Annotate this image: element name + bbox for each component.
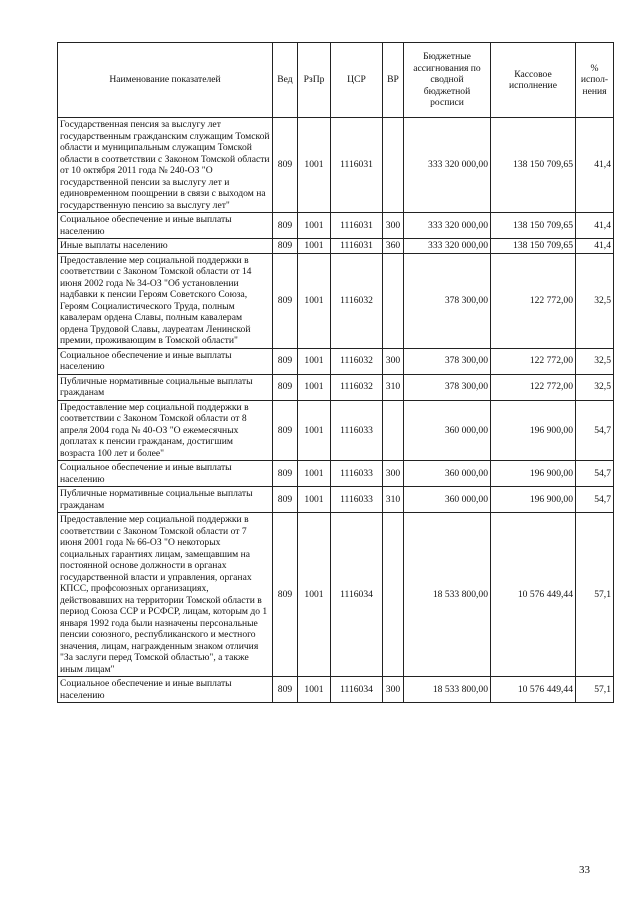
table-header-row: [58, 43, 614, 118]
cell-vr: 310: [383, 487, 404, 513]
table-row: [58, 239, 614, 254]
cell-pct: 54,7: [576, 461, 614, 487]
table-row: [58, 213, 614, 239]
cell-name: Государственная пенсия за выслугу лет государственным гражданским служащим Томской области и муниципальным служащим Томской области в соответствии с Законом Томской области от 10 октября 2011 года № 240-ОЗ "О государственной пенсии за выслугу лет и единовременном поощрении в связи с выходом на государственную пенсию за выслугу лет": [58, 118, 273, 213]
cell-csr: 1116034: [331, 677, 383, 703]
cell-vr: 300: [383, 677, 404, 703]
header-pct: % испол-нения: [576, 43, 614, 118]
cell-rzpr: 1001: [298, 487, 331, 513]
cell-rzpr: 1001: [298, 118, 331, 213]
cell-csr: 1116032: [331, 374, 383, 400]
cell-name: Публичные нормативные социальные выплаты гражданам: [58, 487, 273, 513]
header-csr: ЦСР: [331, 43, 383, 118]
cell-csr: 1116032: [331, 348, 383, 374]
cell-ved: 809: [273, 118, 298, 213]
cell-ved: 809: [273, 348, 298, 374]
cell-rzpr: 1001: [298, 513, 331, 677]
cell-fact: 196 900,00: [491, 461, 576, 487]
budget-table: [57, 42, 614, 703]
cell-plan: 333 320 000,00: [404, 213, 491, 239]
cell-csr: 1116031: [331, 239, 383, 254]
header-ved: Вед: [273, 43, 298, 118]
cell-rzpr: 1001: [298, 213, 331, 239]
table-row: [58, 400, 614, 461]
cell-name: Предоставление мер социальной поддержки в соответствии с Законом Томской области от 7 июня 2001 года № 66-ОЗ "О некоторых социальных гарантиях лицам, замещавшим на постоянной основе должности в органах государственной власти и управления, органах КПСС, профсоюзных организациях, действовавших на территории Томской области в период Союза ССР и РСФСР, лицам, которым до 1 января 1992 года были назначены персональные пенсии союзного, республиканского и местного значения, лицам, награжденным знаком отличия "За заслуги перед Томской областью", а также иным лицам": [58, 513, 273, 677]
cell-fact: 122 772,00: [491, 348, 576, 374]
cell-vr: [383, 118, 404, 213]
cell-rzpr: 1001: [298, 253, 331, 348]
table-row: [58, 677, 614, 703]
cell-ved: 809: [273, 513, 298, 677]
cell-ved: 809: [273, 487, 298, 513]
cell-fact: 196 900,00: [491, 487, 576, 513]
cell-pct: 54,7: [576, 400, 614, 461]
table-row: [58, 461, 614, 487]
cell-plan: 333 320 000,00: [404, 239, 491, 254]
cell-fact: 138 150 709,65: [491, 213, 576, 239]
cell-csr: 1116032: [331, 253, 383, 348]
header-name: Наименование показателей: [58, 43, 273, 118]
cell-fact: 122 772,00: [491, 374, 576, 400]
cell-csr: 1116033: [331, 400, 383, 461]
cell-ved: 809: [273, 253, 298, 348]
cell-fact: 138 150 709,65: [491, 118, 576, 213]
cell-plan: 378 300,00: [404, 348, 491, 374]
cell-ved: 809: [273, 374, 298, 400]
table-row: [58, 513, 614, 677]
cell-plan: 360 000,00: [404, 487, 491, 513]
header-vr: ВР: [383, 43, 404, 118]
cell-csr: 1116034: [331, 513, 383, 677]
page-number: 33: [579, 864, 590, 876]
table-row: [58, 348, 614, 374]
cell-plan: 333 320 000,00: [404, 118, 491, 213]
cell-plan: 18 533 800,00: [404, 513, 491, 677]
cell-rzpr: 1001: [298, 400, 331, 461]
header-rzpr: РзПр: [298, 43, 331, 118]
cell-vr: [383, 253, 404, 348]
header-plan: Бюджетные ассигнования по сводной бюджетной росписи: [404, 43, 491, 118]
cell-fact: 122 772,00: [491, 253, 576, 348]
table-row: [58, 374, 614, 400]
cell-plan: 378 300,00: [404, 374, 491, 400]
cell-name: Иные выплаты населению: [58, 239, 273, 254]
header-fact: Кассовое исполнение: [491, 43, 576, 118]
cell-ved: 809: [273, 213, 298, 239]
cell-fact: 10 576 449,44: [491, 677, 576, 703]
cell-ved: 809: [273, 239, 298, 254]
cell-csr: 1116031: [331, 118, 383, 213]
cell-name: Публичные нормативные социальные выплаты гражданам: [58, 374, 273, 400]
cell-pct: 32,5: [576, 348, 614, 374]
cell-name: Социальное обеспечение и иные выплаты населению: [58, 677, 273, 703]
cell-ved: 809: [273, 461, 298, 487]
cell-rzpr: 1001: [298, 348, 331, 374]
cell-plan: 378 300,00: [404, 253, 491, 348]
cell-plan: 360 000,00: [404, 461, 491, 487]
cell-vr: 300: [383, 213, 404, 239]
cell-rzpr: 1001: [298, 374, 331, 400]
cell-fact: 138 150 709,65: [491, 239, 576, 254]
cell-vr: 360: [383, 239, 404, 254]
cell-name: Предоставление мер социальной поддержки в соответствии с Законом Томской области от 14 июня 2002 года № 34-ОЗ "Об установлении надбавки к пенсии Героям Советского Союза, Героям Социалистического Труда, полным кавалерам ордена Славы, полным кавалерам ордена Трудовой Славы, лауреатам Ленинской премии, проживающим в Томской области": [58, 253, 273, 348]
cell-vr: [383, 513, 404, 677]
cell-vr: 310: [383, 374, 404, 400]
cell-name: Предоставление мер социальной поддержки в соответствии с Законом Томской области от 8 апреля 2004 года № 40-ОЗ "О ежемесячных доплатах к пенсии гражданам, достигшим возраста 100 лет и более": [58, 400, 273, 461]
cell-rzpr: 1001: [298, 239, 331, 254]
cell-pct: 57,1: [576, 513, 614, 677]
cell-name: Социальное обеспечение и иные выплаты населению: [58, 213, 273, 239]
table-row: [58, 253, 614, 348]
cell-csr: 1116033: [331, 487, 383, 513]
cell-fact: 196 900,00: [491, 400, 576, 461]
cell-plan: 18 533 800,00: [404, 677, 491, 703]
cell-pct: 41,4: [576, 118, 614, 213]
cell-vr: [383, 400, 404, 461]
cell-vr: 300: [383, 348, 404, 374]
cell-ved: 809: [273, 677, 298, 703]
document-page: [57, 42, 613, 703]
cell-vr: 300: [383, 461, 404, 487]
cell-csr: 1116031: [331, 213, 383, 239]
cell-plan: 360 000,00: [404, 400, 491, 461]
cell-pct: 54,7: [576, 487, 614, 513]
cell-pct: 41,4: [576, 239, 614, 254]
cell-rzpr: 1001: [298, 677, 331, 703]
table-row: [58, 487, 614, 513]
cell-pct: 32,5: [576, 374, 614, 400]
cell-csr: 1116033: [331, 461, 383, 487]
cell-ved: 809: [273, 400, 298, 461]
cell-name: Социальное обеспечение и иные выплаты населению: [58, 348, 273, 374]
cell-pct: 32,5: [576, 253, 614, 348]
cell-fact: 10 576 449,44: [491, 513, 576, 677]
cell-rzpr: 1001: [298, 461, 331, 487]
cell-pct: 41,4: [576, 213, 614, 239]
table-row: [58, 118, 614, 213]
cell-pct: 57,1: [576, 677, 614, 703]
cell-name: Социальное обеспечение и иные выплаты населению: [58, 461, 273, 487]
